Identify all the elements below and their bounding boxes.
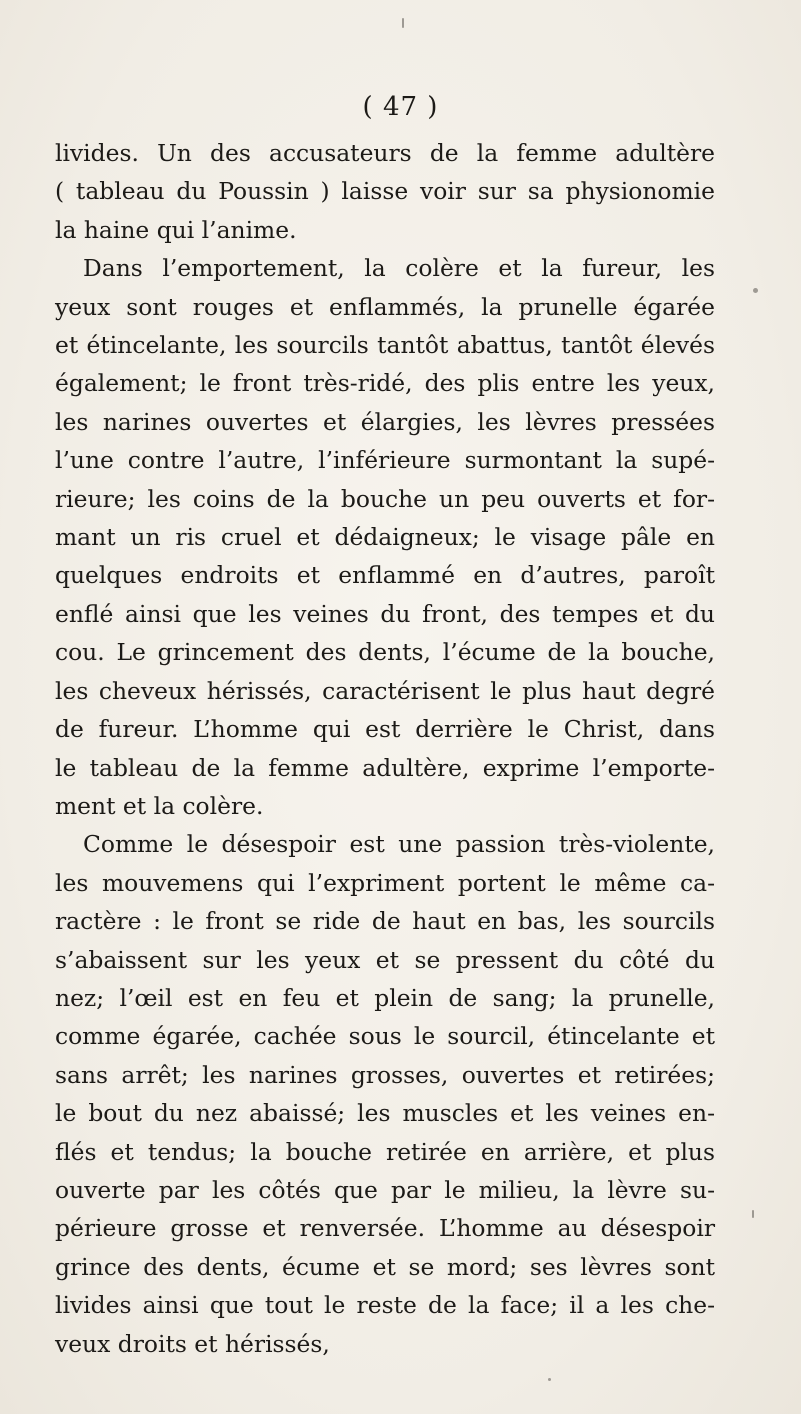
text-line: flés et tendus; la bouche retirée en arrière, et plus xyxy=(55,1137,715,1166)
paper-speck xyxy=(752,1210,754,1218)
text-line: grince des dents, écume et se mord; ses lèvres sont xyxy=(55,1252,715,1281)
text-line: périeure grosse et renversée. L’homme au désespoir xyxy=(55,1214,715,1243)
text-line: livides ainsi que tout le reste de la face; il a les che- xyxy=(55,1291,715,1320)
text-line: mant un ris cruel et dédaigneux; le visage pâle en xyxy=(55,523,715,552)
paper-speck xyxy=(753,288,758,293)
text-line: quelques endroits et enflammé en d’autres, paroît xyxy=(55,561,715,590)
text-line: yeux sont rouges et enflammés, la prunelle égarée xyxy=(55,292,715,321)
text-line: également; le front très-ridé, des plis entre les yeux, xyxy=(55,369,715,398)
text-line: ( tableau du Poussin ) laisse voir sur sa physionomie xyxy=(55,177,715,206)
text-line: s’abaissent sur les yeux et se pressent du côté du xyxy=(55,945,715,974)
text-line: sans arrêt; les narines grosses, ouvertes et retirées; xyxy=(55,1060,715,1089)
text-line: le tableau de la femme adultère, exprime l’emporte- xyxy=(55,753,715,782)
text-line: les cheveux hérissés, caractérisent le plus haut degré xyxy=(55,676,715,705)
paper-speck xyxy=(548,1378,551,1381)
text-line: la haine qui l’anime. xyxy=(55,215,297,244)
text-line: l’une contre l’autre, l’inférieure surmontant la supé- xyxy=(55,446,715,475)
text-line: et étincelante, les sourcils tantôt abattus, tantôt élevés xyxy=(55,331,715,360)
text-line: comme égarée, cachée sous le sourcil, étincelante et xyxy=(55,1022,715,1051)
text-line: Dans l’emportement, la colère et la fureur, les xyxy=(83,254,715,283)
body-text xyxy=(55,134,715,1363)
text-line: Comme le désespoir est une passion très-violente, xyxy=(83,830,715,859)
text-line: enflé ainsi que les veines du front, des tempes et du xyxy=(55,599,715,628)
text-line: livides. Un des accusateurs de la femme adultère xyxy=(55,139,715,167)
text-line: ouverte par les côtés que par le milieu, la lèvre su- xyxy=(55,1175,715,1204)
text-line: ractère : le front se ride de haut en bas, les sourcils xyxy=(55,907,715,936)
text-line: de fureur. L’homme qui est derrière le Christ, dans xyxy=(55,715,715,744)
text-line: rieure; les coins de la bouche un peu ouverts et for- xyxy=(55,484,715,513)
text-line: ment et la colère. xyxy=(55,791,264,820)
text-line: cou. Le grincement des dents, l’écume de la bouche, xyxy=(55,638,715,667)
text-line: les mouvemens qui l’expriment portent le même ca- xyxy=(55,868,715,897)
text-line: veux droits et hérissés, xyxy=(55,1329,330,1358)
page-number: ( 47 ) xyxy=(362,92,439,122)
text-line: les narines ouvertes et élargies, les lèvres pressées xyxy=(55,407,715,436)
text-line: le bout du nez abaissé; les muscles et les veines en- xyxy=(55,1099,715,1128)
paper-speck xyxy=(402,18,404,28)
text-line: nez; l’œil est en feu et plein de sang; la prunelle, xyxy=(55,983,715,1012)
